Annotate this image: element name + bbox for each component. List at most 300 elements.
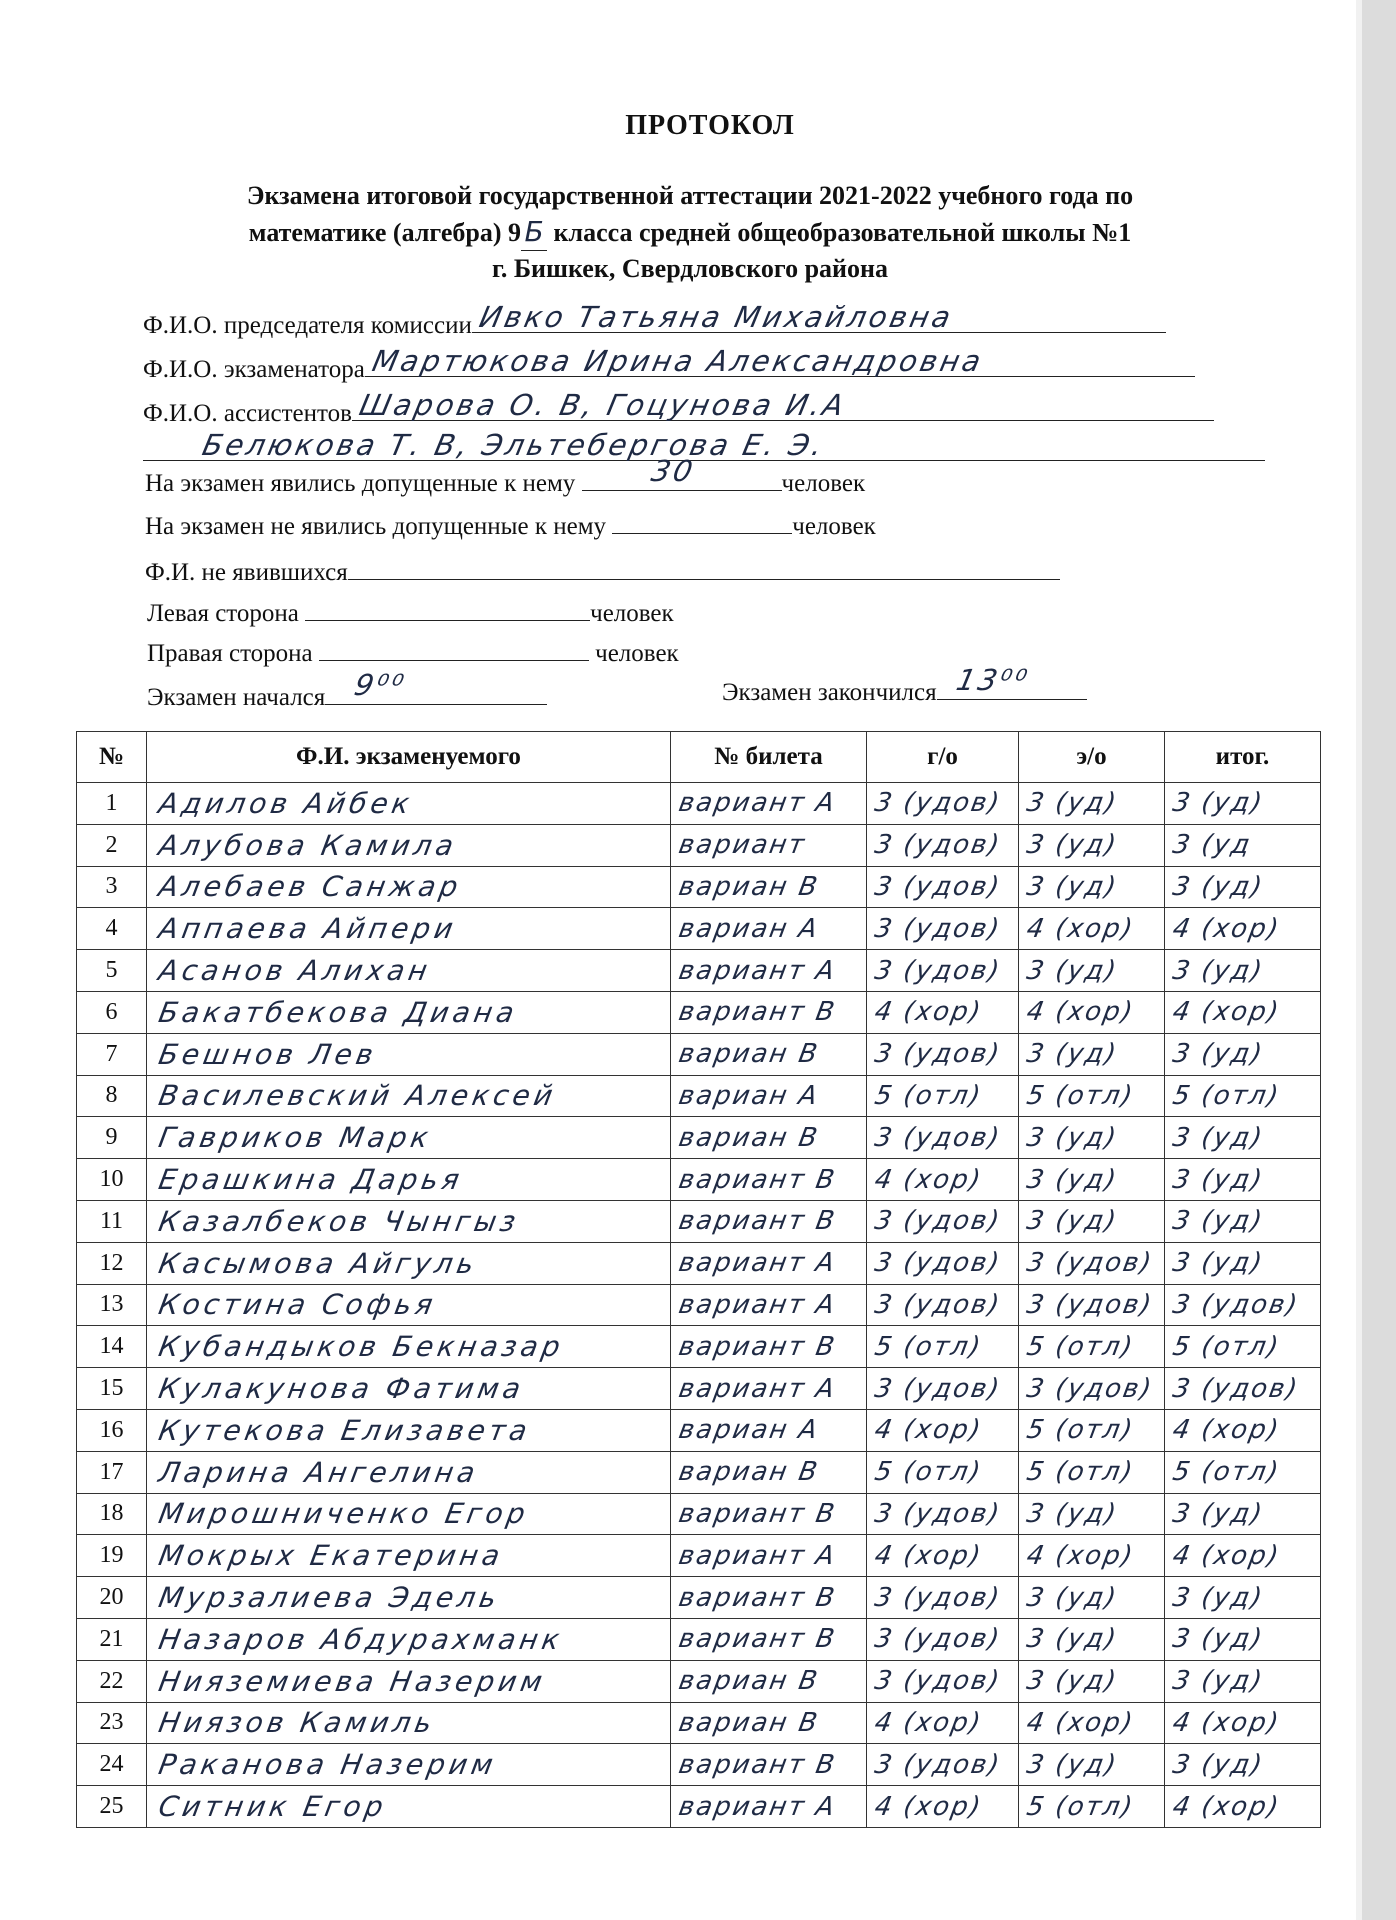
row-number-cell — [77, 1242, 147, 1284]
student-name: Алебаев Санжар — [156, 870, 465, 904]
student-name: Адилов Айбек — [156, 786, 416, 820]
ticket-variant: вариан В — [676, 1707, 822, 1738]
left-side-field — [305, 594, 590, 621]
final-grade-cell — [1165, 1744, 1321, 1786]
student-name-cell — [147, 1242, 671, 1284]
oral-grade-cell — [1019, 1618, 1165, 1660]
start-field — [325, 668, 547, 705]
student-name-cell — [147, 1409, 671, 1451]
written-grade: 4 (хор) — [872, 1707, 985, 1738]
heading-line-2-start: математике (алгебра) 9 — [248, 218, 522, 247]
ticket-variant-cell — [671, 1577, 867, 1619]
table-row — [77, 1368, 1321, 1410]
final-grade: 5 (отл) — [1170, 1080, 1283, 1111]
final-grade-cell — [1165, 866, 1321, 908]
ticket-variant-cell — [671, 1744, 867, 1786]
oral-grade: 4 (хор) — [1024, 1540, 1137, 1571]
end-row — [722, 663, 1087, 707]
row-number-cell — [77, 1493, 147, 1535]
oral-grade-cell — [1019, 824, 1165, 866]
final-grade: 3 (уд) — [1170, 1122, 1267, 1153]
document-title: ПРОТОКОЛ — [625, 110, 795, 141]
row-number-cell — [77, 1577, 147, 1619]
written-grade: 3 (удов) — [872, 1624, 1004, 1655]
oral-grade-cell — [1019, 1702, 1165, 1744]
assistants-field — [352, 388, 1214, 422]
oral-grade-cell — [1019, 1159, 1165, 1201]
ticket-variant: вариан В — [676, 871, 822, 902]
oral-grade: 3 (уд) — [1024, 1122, 1121, 1153]
oral-grade: 3 (уд) — [1024, 1498, 1121, 1529]
oral-grade: 5 (отл) — [1024, 1415, 1137, 1446]
final-grade: 4 (хор) — [1170, 1791, 1283, 1822]
oral-grade: 3 (удов) — [1024, 1289, 1156, 1320]
final-grade: 3 (уд) — [1170, 955, 1267, 986]
row-number: 18 — [99, 1500, 124, 1527]
written-grade: 4 (хор) — [872, 1540, 985, 1571]
row-number-cell — [77, 1284, 147, 1326]
absent-unit: человек — [792, 513, 876, 540]
student-name: Бешнов Лев — [156, 1037, 380, 1071]
heading-line-1: Экзамена итоговой государственной аттестации 2021-2022 учебного года по — [246, 181, 1134, 210]
written-grade-cell — [867, 1242, 1019, 1284]
final-grade-cell — [1165, 991, 1321, 1033]
student-name-cell — [147, 824, 671, 866]
table-row — [77, 1242, 1321, 1284]
oral-grade: 3 (уд) — [1024, 788, 1121, 819]
final-grade: 3 (удов) — [1170, 1373, 1302, 1404]
row-number: 14 — [99, 1333, 124, 1360]
written-grade-cell — [867, 991, 1019, 1033]
ticket-variant: вариан В — [676, 1666, 822, 1697]
header-number: № — [77, 732, 147, 783]
oral-grade: 3 (уд) — [1024, 1749, 1121, 1780]
student-name: Ларина Ангелина — [156, 1455, 482, 1489]
written-grade: 3 (удов) — [872, 788, 1004, 819]
row-number: 7 — [105, 1040, 118, 1067]
student-name-cell — [147, 1618, 671, 1660]
examiner-field — [365, 344, 1195, 378]
written-grade: 3 (удов) — [872, 1206, 1004, 1237]
final-grade-cell — [1165, 1284, 1321, 1326]
row-number-cell — [77, 1326, 147, 1368]
ticket-variant-cell — [671, 1493, 867, 1535]
final-grade-cell — [1165, 1033, 1321, 1075]
ticket-variant-cell — [671, 866, 867, 908]
oral-grade: 3 (уд) — [1024, 1582, 1121, 1613]
table-row — [77, 1577, 1321, 1619]
written-grade-cell — [867, 1409, 1019, 1451]
written-grade: 3 (удов) — [872, 1248, 1004, 1279]
final-grade: 5 (отл) — [1170, 1457, 1283, 1488]
written-grade: 3 (удов) — [872, 1582, 1004, 1613]
oral-grade: 4 (хор) — [1024, 997, 1137, 1028]
final-grade: 3 (уд) — [1170, 788, 1267, 819]
written-grade: 4 (хор) — [872, 1415, 985, 1446]
written-grade-cell — [867, 866, 1019, 908]
written-grade-cell — [867, 1744, 1019, 1786]
row-number: 11 — [99, 1207, 124, 1234]
ticket-variant: вариант — [676, 830, 809, 861]
written-grade-cell — [867, 1618, 1019, 1660]
written-grade-cell — [867, 1200, 1019, 1242]
row-number: 15 — [99, 1375, 124, 1402]
student-name-cell — [147, 1535, 671, 1577]
ticket-variant: вариант В — [676, 1164, 839, 1195]
final-grade: 3 (уд) — [1170, 1749, 1267, 1780]
ticket-variant: вариант В — [676, 1331, 839, 1362]
row-number-cell — [77, 1200, 147, 1242]
written-grade: 3 (удов) — [872, 1498, 1004, 1529]
ticket-variant: вариант В — [676, 1206, 839, 1237]
row-number: 4 — [105, 915, 118, 942]
final-grade: 3 (удов) — [1170, 1289, 1302, 1320]
assistants-value-1: Шарова О. В, Гоцунова И.А — [356, 388, 850, 422]
oral-grade-cell — [1019, 950, 1165, 992]
end-value: 13⁰⁰ — [952, 663, 1033, 697]
row-number-cell — [77, 1409, 147, 1451]
oral-grade: 3 (удов) — [1024, 1248, 1156, 1279]
assistants-row — [143, 388, 1214, 428]
oral-grade-cell — [1019, 1493, 1165, 1535]
student-name-cell — [147, 1326, 671, 1368]
oral-grade: 5 (отл) — [1024, 1331, 1137, 1362]
table-row — [77, 1660, 1321, 1702]
table-row — [77, 1075, 1321, 1117]
final-grade-cell — [1165, 1535, 1321, 1577]
written-grade: 3 (удов) — [872, 871, 1004, 902]
row-number-cell — [77, 866, 147, 908]
row-number: 1 — [105, 789, 118, 816]
ticket-variant-cell — [671, 1117, 867, 1159]
final-grade-cell — [1165, 1117, 1321, 1159]
row-number-cell — [77, 1786, 147, 1828]
oral-grade: 3 (уд) — [1024, 1164, 1121, 1195]
row-number: 8 — [105, 1082, 118, 1109]
final-grade-cell — [1165, 1242, 1321, 1284]
student-name: Мирошниченко Егор — [156, 1497, 532, 1531]
ticket-variant-cell — [671, 1409, 867, 1451]
table-row — [77, 991, 1321, 1033]
final-grade: 4 (хор) — [1170, 1415, 1283, 1446]
end-field — [937, 663, 1087, 700]
written-grade-cell — [867, 908, 1019, 950]
final-grade: 3 (уд) — [1170, 1248, 1267, 1279]
oral-grade-cell — [1019, 1535, 1165, 1577]
written-grade-cell — [867, 1159, 1019, 1201]
final-grade-cell — [1165, 783, 1321, 825]
oral-grade-cell — [1019, 783, 1165, 825]
student-name-cell — [147, 1075, 671, 1117]
table-row — [77, 1702, 1321, 1744]
oral-grade-cell — [1019, 1242, 1165, 1284]
student-name-cell — [147, 991, 671, 1033]
final-grade: 3 (уд) — [1170, 1498, 1267, 1529]
ticket-variant-cell — [671, 1200, 867, 1242]
table-row — [77, 1033, 1321, 1075]
oral-grade-cell — [1019, 1786, 1165, 1828]
header-oral: э/о — [1019, 732, 1165, 783]
ticket-variant: вариан В — [676, 1457, 822, 1488]
final-grade: 4 (хор) — [1170, 997, 1283, 1028]
final-grade: 3 (уд — [1170, 830, 1254, 861]
final-grade: 3 (уд) — [1170, 1666, 1267, 1697]
row-number: 9 — [105, 1124, 118, 1151]
row-number: 23 — [99, 1709, 124, 1736]
row-number: 17 — [99, 1458, 124, 1485]
written-grade-cell — [867, 1535, 1019, 1577]
table-row — [77, 824, 1321, 866]
oral-grade-cell — [1019, 1744, 1165, 1786]
final-grade: 3 (уд) — [1170, 1206, 1267, 1237]
final-grade: 3 (уд) — [1170, 871, 1267, 902]
row-number: 5 — [105, 957, 118, 984]
table-row — [77, 1744, 1321, 1786]
row-number: 25 — [99, 1793, 124, 1820]
ticket-variant: вариант В — [676, 1749, 839, 1780]
final-grade-cell — [1165, 1159, 1321, 1201]
assistants-row-2 — [143, 428, 1265, 468]
ticket-variant-cell — [671, 908, 867, 950]
student-name: Ерашкина Дарья — [156, 1163, 466, 1197]
student-name-cell — [147, 1284, 671, 1326]
student-name: Кутекова Елизавета — [156, 1413, 534, 1447]
final-grade-cell — [1165, 1618, 1321, 1660]
written-grade: 3 (удов) — [872, 1039, 1004, 1070]
chair-row — [143, 300, 1166, 340]
row-number-cell — [77, 1744, 147, 1786]
row-number-cell — [77, 1033, 147, 1075]
oral-grade-cell — [1019, 1368, 1165, 1410]
student-name: Мурзалиева Эдель — [156, 1581, 503, 1615]
row-number-cell — [77, 1117, 147, 1159]
left-side-label: Левая сторона — [147, 600, 299, 627]
oral-grade: 3 (уд) — [1024, 830, 1121, 861]
header-ticket: № билета — [671, 732, 867, 783]
ticket-variant: вариан А — [676, 1080, 822, 1111]
present-unit: человек — [781, 470, 866, 497]
ticket-variant: вариант В — [676, 1582, 839, 1613]
oral-grade-cell — [1019, 1451, 1165, 1493]
ticket-variant-cell — [671, 1660, 867, 1702]
row-number: 2 — [105, 831, 118, 858]
final-grade: 3 (уд) — [1170, 1582, 1267, 1613]
table-row — [77, 950, 1321, 992]
row-number-cell — [77, 1535, 147, 1577]
student-name: Бакатбекова Диана — [156, 995, 521, 1029]
written-grade: 3 (удов) — [872, 1373, 1004, 1404]
final-grade-cell — [1165, 824, 1321, 866]
row-number: 22 — [99, 1667, 124, 1694]
table-row — [77, 1535, 1321, 1577]
final-grade-cell — [1165, 1493, 1321, 1535]
absent-label: На экзамен не явились допущенные к нему — [145, 513, 607, 540]
written-grade: 3 (удов) — [872, 913, 1004, 944]
oral-grade: 5 (отл) — [1024, 1457, 1137, 1488]
student-name-cell — [147, 1033, 671, 1075]
table-row — [77, 783, 1321, 825]
right-side-unit: человек — [595, 640, 679, 667]
row-number: 12 — [99, 1249, 124, 1276]
student-name-cell — [147, 1744, 671, 1786]
oral-grade: 4 (хор) — [1024, 1707, 1137, 1738]
row-number: 13 — [99, 1291, 124, 1318]
absent-field — [612, 507, 792, 534]
row-number: 20 — [99, 1584, 124, 1611]
end-label: Экзамен закончился — [722, 679, 937, 706]
header-written: г/о — [867, 732, 1019, 783]
table-row — [77, 1493, 1321, 1535]
written-grade-cell — [867, 1786, 1019, 1828]
class-letter-handwritten: Б — [521, 214, 547, 251]
start-row — [147, 668, 547, 712]
student-name-cell — [147, 1786, 671, 1828]
student-name: Гавриков Марк — [156, 1121, 435, 1155]
right-side-row — [147, 634, 679, 668]
student-name-cell — [147, 950, 671, 992]
final-grade-cell — [1165, 1200, 1321, 1242]
ticket-variant: вариант А — [676, 1289, 839, 1320]
written-grade-cell — [867, 1493, 1019, 1535]
written-grade: 3 (удов) — [872, 955, 1004, 986]
ticket-variant-cell — [671, 1702, 867, 1744]
written-grade-cell — [867, 1451, 1019, 1493]
student-name-cell — [147, 1660, 671, 1702]
present-row — [145, 454, 866, 498]
student-name: Асанов Алихан — [156, 954, 434, 988]
written-grade-cell — [867, 783, 1019, 825]
oral-grade-cell — [1019, 991, 1165, 1033]
oral-grade-cell — [1019, 1033, 1165, 1075]
ticket-variant-cell — [671, 991, 867, 1033]
student-name-cell — [147, 1368, 671, 1410]
written-grade-cell — [867, 1368, 1019, 1410]
final-grade-cell — [1165, 1451, 1321, 1493]
written-grade: 5 (отл) — [872, 1457, 985, 1488]
written-grade-cell — [867, 824, 1019, 866]
row-number-cell — [77, 1368, 147, 1410]
student-name: Назаров Абдурахманк — [156, 1622, 566, 1656]
written-grade: 4 (хор) — [872, 997, 985, 1028]
table-row — [77, 1284, 1321, 1326]
table-row — [77, 1786, 1321, 1828]
student-name-cell — [147, 1493, 671, 1535]
row-number-cell — [77, 1702, 147, 1744]
oral-grade: 3 (уд) — [1024, 1666, 1121, 1697]
written-grade: 3 (удов) — [872, 1749, 1004, 1780]
ticket-variant-cell — [671, 1535, 867, 1577]
ticket-variant: вариант А — [676, 955, 839, 986]
ticket-variant: вариан А — [676, 1415, 822, 1446]
ticket-variant-cell — [671, 1368, 867, 1410]
right-side-field — [319, 634, 589, 661]
row-number: 10 — [99, 1166, 124, 1193]
assistants-label: Ф.И.О. ассистентов — [143, 400, 352, 427]
start-label: Экзамен начался — [147, 684, 326, 711]
written-grade-cell — [867, 1660, 1019, 1702]
table-row — [77, 1326, 1321, 1368]
written-grade: 3 (удов) — [872, 1122, 1004, 1153]
student-name: Нияземиева Назерим — [156, 1664, 549, 1698]
student-name: Раканова Назерим — [156, 1748, 500, 1782]
written-grade-cell — [867, 1702, 1019, 1744]
final-grade-cell — [1165, 1577, 1321, 1619]
written-grade-cell — [867, 1577, 1019, 1619]
row-number: 21 — [99, 1625, 124, 1652]
row-number-cell — [77, 1451, 147, 1493]
oral-grade-cell — [1019, 1577, 1165, 1619]
written-grade-cell — [867, 1033, 1019, 1075]
ticket-variant: вариант А — [676, 1373, 839, 1404]
examiner-row — [143, 344, 1195, 384]
final-grade: 3 (уд) — [1170, 1164, 1267, 1195]
row-number: 24 — [99, 1751, 124, 1778]
ticket-variant: вариант В — [676, 997, 839, 1028]
final-grade-cell — [1165, 1326, 1321, 1368]
oral-grade-cell — [1019, 1660, 1165, 1702]
ticket-variant-cell — [671, 1326, 867, 1368]
row-number: 3 — [105, 873, 118, 900]
row-number-cell — [77, 991, 147, 1033]
row-number-cell — [77, 1618, 147, 1660]
ticket-variant-cell — [671, 1618, 867, 1660]
student-name: Касымова Айгуль — [156, 1246, 481, 1280]
row-number-cell — [77, 950, 147, 992]
table-row — [77, 1200, 1321, 1242]
written-grade-cell — [867, 1075, 1019, 1117]
row-number-cell — [77, 783, 147, 825]
ticket-variant-cell — [671, 1075, 867, 1117]
start-value: 9⁰⁰ — [351, 668, 410, 702]
oral-grade-cell — [1019, 1117, 1165, 1159]
oral-grade-cell — [1019, 1284, 1165, 1326]
written-grade-cell — [867, 1284, 1019, 1326]
ticket-variant-cell — [671, 1786, 867, 1828]
row-number: 6 — [105, 998, 118, 1025]
right-side-label: Правая сторона — [147, 640, 313, 667]
ticket-variant: вариант А — [676, 1248, 839, 1279]
student-name-cell — [147, 1117, 671, 1159]
student-name: Кулакунова Фатима — [156, 1372, 527, 1406]
ticket-variant-cell — [671, 824, 867, 866]
student-name-cell — [147, 1577, 671, 1619]
student-name-cell — [147, 1159, 671, 1201]
ticket-variant: вариант В — [676, 1624, 839, 1655]
present-value: 30 — [647, 454, 699, 488]
student-name-cell — [147, 1702, 671, 1744]
student-name: Василевский Алексей — [156, 1079, 560, 1113]
chair-value: Ивко Татьяна Михайловна — [476, 300, 957, 334]
written-grade-cell — [867, 950, 1019, 992]
absent-names-field — [348, 553, 1060, 580]
final-grade-cell — [1165, 1702, 1321, 1744]
chair-field — [472, 300, 1166, 334]
oral-grade-cell — [1019, 1326, 1165, 1368]
final-grade-cell — [1165, 1409, 1321, 1451]
row-number-cell — [77, 1159, 147, 1201]
student-name-cell — [147, 1200, 671, 1242]
oral-grade: 3 (уд) — [1024, 1039, 1121, 1070]
student-name: Ниязов Камиль — [156, 1706, 439, 1740]
left-side-unit: человек — [590, 600, 674, 627]
row-number-cell — [77, 1660, 147, 1702]
oral-grade: 3 (уд) — [1024, 955, 1121, 986]
written-grade: 4 (хор) — [872, 1791, 985, 1822]
final-grade: 5 (отл) — [1170, 1331, 1283, 1362]
heading-line-3: г. Бишкек, Свердловского района — [491, 254, 889, 283]
written-grade-cell — [867, 1326, 1019, 1368]
student-name: Алубова Камила — [156, 828, 460, 862]
